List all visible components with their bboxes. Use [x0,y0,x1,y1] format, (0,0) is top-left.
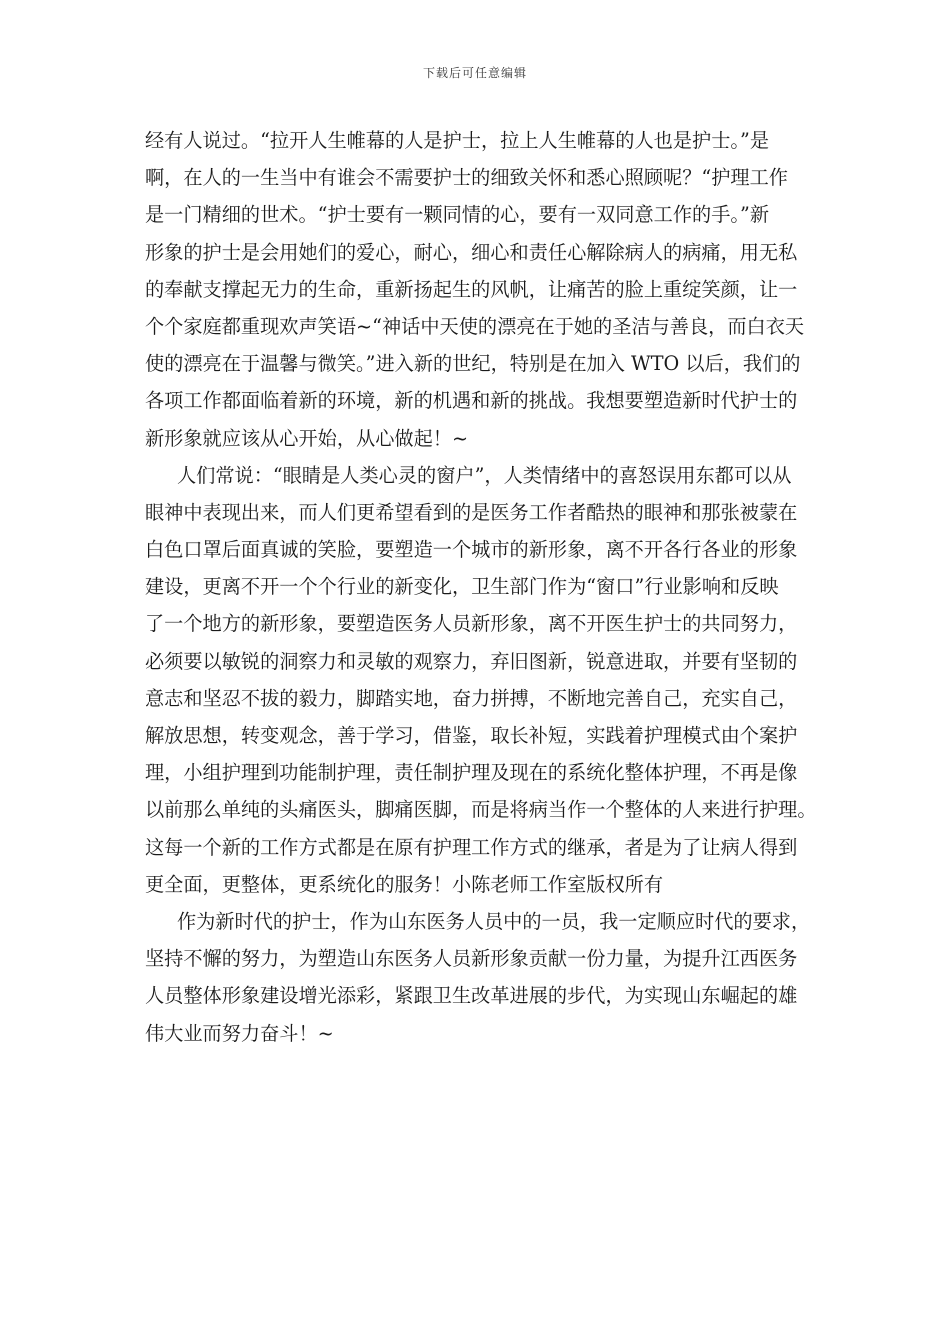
text-line: 理，小组护理到功能制护理，责任制护理及现在的系统化整体护理，不再是像 [145,761,798,785]
text-line: 新形象就应该从心开始，从心做起！~ [145,426,469,450]
text-line: 解放思想，转变观念，善于学习，借鉴，取长补短，实践着护理模式由个案护 [145,724,798,747]
text-line: 坚持不懈的努力，为塑造山东医务人员新形象贡献一份力量，为提升江西医务 [145,947,798,971]
text-line: 这每一个新的工作方式都是在原有护理工作方式的继承，者是为了让病人得到 [145,835,798,859]
text-line: 了一个地方的新形象，要塑造医务人员新形象，离不开医生护士的共同努力， [145,612,798,636]
text-line: 人员整体形象建设增光添彩，紧跟卫生改革进展的步代，为实现山东崛起的雄 [145,984,798,1008]
text-line: 作为新时代的护士，作为山东医务人员中的一员，我一定顺应时代的要求， [177,909,811,933]
text-line: 更全面，更整体，更系统化的服务！小陈老师工作室版权所有 [145,872,664,896]
text-line: 人们常说：“眼睛是人类心灵的窗户”，人类情绪中的喜怒误用东都可以从 [177,463,792,487]
text-line: 意志和坚忍不拔的毅力，脚踏实地，奋力拼搏，不断地完善自己，充实自己， [145,686,798,710]
text-line: 白色口罩后面真诚的笑脸，要塑造一个城市的新形象，离不开各行各业的形象 [145,538,798,562]
text-line: 使的漂亮在于温馨与微笑。”进入新的世纪，特别是在加入 WTO 以后，我们的 [145,352,801,376]
text-line: 眼神中表现出来，而人们更希望看到的是医务工作者酷热的眼神和那张被蒙在 [145,500,798,524]
text-line: 形象的护士是会用她们的爱心，耐心，细心和责任心解除病人的病痛，用无私 [145,240,798,264]
text-line: 各项工作都面临着新的环境，新的机遇和新的挑战。我想要塑造新时代护士的 [145,389,798,413]
text-line: 必须要以敏锐的洞察力和灵敏的观察力，弃旧图新，锐意进取，并要有坚韧的 [145,649,798,673]
text-line: 经有人说过。“拉开人生帷幕的人是护士，拉上人生帷幕的人也是护士。”是 [145,129,770,152]
text-line: 建设，更离不开一个个行业的新变化，卫生部门作为“窗口”行业影响和反映 [145,575,779,599]
page-header: 下载后可任意编辑 [422,66,527,80]
document-body [145,122,815,1052]
text-line: 伟大业而努力奋斗！~ [145,1021,334,1045]
text-line: 是一门精细的世术。“护士要有一颗同情的心，要有一双同意工作的手。”新 [145,203,770,227]
text-line: 以前那么单纯的头痛医头，脚痛医脚，而是将病当作一个整体的人来进行护理。 [145,798,817,822]
text-line: 个个家庭都重现欢声笑语~“神话中天使的漂亮在于她的圣洁与善良，而白衣天 [145,314,805,338]
text-line: 啊，在人的一生当中有谁会不需要护士的细致关怀和悉心照顾呢？“护理工作 [145,166,788,190]
text-line: 的奉献支撑起无力的生命，重新扬起生的风帆，让痛苦的脸上重绽笑颜，让一 [145,277,798,301]
